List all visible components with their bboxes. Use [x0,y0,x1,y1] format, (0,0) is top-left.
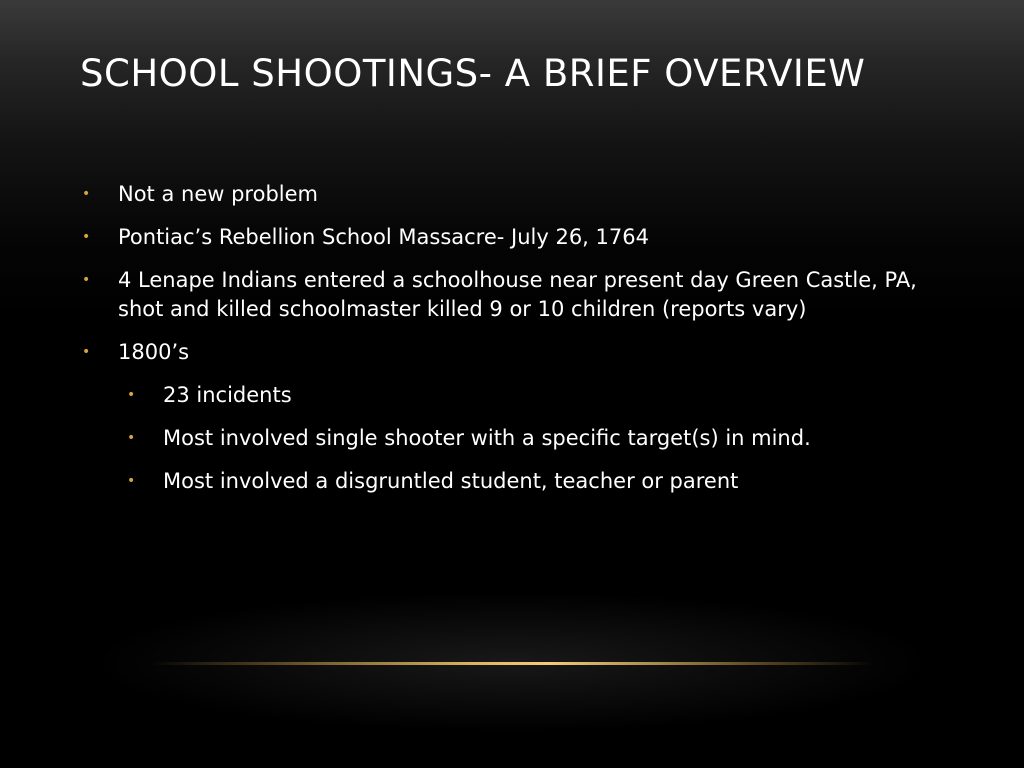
bullet-item [80,338,960,367]
sub-bullet-text: Most involved a disgruntled student, teacher or parent [163,469,739,493]
sub-bullet-item [125,467,960,496]
sub-bullet-text: 23 incidents [163,383,292,407]
bullet-text: 1800’s [118,340,190,364]
sub-bullet-text: Most involved single shooter with a specific target(s) in mind. [163,426,811,450]
sub-bullet-item [125,424,960,453]
bullet-item [80,223,960,252]
bullet-text: Not a new problem [118,182,318,206]
bullet-dot-icon: • [127,430,136,446]
bullet-dot-icon: • [127,387,136,403]
bullet-text: 4 Lenape Indians entered a schoolhouse near present day Green Castle, PA, shot and killed schoolmaster killed 9 or 10 children (reports vary) [118,268,917,321]
bullet-dot-icon: • [82,186,91,202]
bullet-dot-icon: • [82,272,91,288]
slide-title: SCHOOL SHOOTINGS- A BRIEF OVERVIEW [80,52,866,95]
bullet-dot-icon: • [127,473,136,489]
decorative-gold-divider [150,662,874,665]
bullet-dot-icon: • [82,229,91,245]
bullet-item [80,180,960,209]
bullet-dot-icon: • [82,344,91,360]
bullet-item [80,266,960,324]
bullet-text: Pontiac’s Rebellion School Massacre- July 26, 1764 [118,225,649,249]
bullet-list [80,180,960,510]
sub-bullet-item [125,381,960,410]
